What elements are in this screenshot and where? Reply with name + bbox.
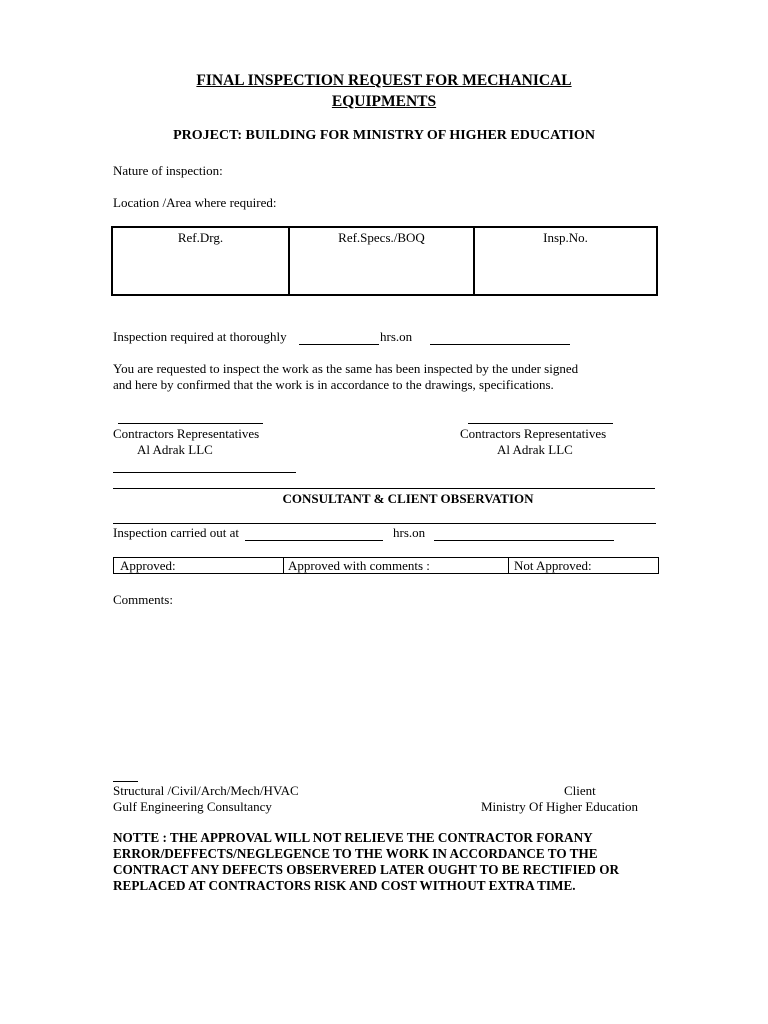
approval-divider xyxy=(283,558,284,573)
approval-note-line1: NOTTE : THE APPROVAL WILL NOT RELIEVE THE CONTRACTOR FORANY xyxy=(113,830,593,845)
right-signature-line[interactable] xyxy=(468,423,613,424)
carried-out-date-field[interactable] xyxy=(434,540,614,541)
inspection-required-label: Inspection required at thoroughly xyxy=(113,329,287,344)
inspection-date-field[interactable] xyxy=(430,344,570,345)
consultant-client-heading: CONSULTANT & CLIENT OBSERVATION xyxy=(282,491,534,506)
insp-no-header: Insp.No. xyxy=(543,230,588,245)
client-title: Client xyxy=(564,783,596,798)
left-signatory-title: Contractors Representatives xyxy=(113,426,260,441)
project-heading: PROJECT: BUILDING FOR MINISTRY OF HIGHER EDUCATION xyxy=(173,128,595,143)
form-title-line2: EQUIPMENTS xyxy=(331,93,437,110)
approval-note-line4: REPLACED AT CONTRACTORS RISK AND COST WITHOUT EXTRA TIME. xyxy=(113,878,576,893)
comments-label: Comments: xyxy=(113,592,173,607)
approval-note-line3: CONTRACT ANY DEFECTS OBSERVERED LATER OUGHT TO BE RECTIFIED OR xyxy=(113,862,620,877)
carried-out-location-field[interactable] xyxy=(245,540,383,541)
approval-divider xyxy=(508,558,509,573)
hrs-on-label: hrs.on xyxy=(380,329,413,344)
consultant-name: Gulf Engineering Consultancy xyxy=(113,799,272,814)
inspection-time-field[interactable] xyxy=(299,344,379,345)
left-signatory-company: Al Adrak LLC xyxy=(137,442,213,457)
approval-note-line2: ERROR/DEFFECTS/NEGLEGENCE TO THE WORK IN ACCORDANCE TO THE xyxy=(113,846,598,861)
form-title-line1: FINAL INSPECTION REQUEST FOR MECHANICAL xyxy=(196,72,572,89)
nature-of-inspection-label: Nature of inspection: xyxy=(113,163,223,178)
section-underline xyxy=(113,523,656,524)
left-signature-line[interactable] xyxy=(118,423,263,424)
approved-option[interactable]: Approved: xyxy=(120,558,176,573)
approval-options-row xyxy=(113,557,659,574)
section-separator xyxy=(113,488,655,489)
consultant-disciplines: Structural /Civil/Arch/Mech/HVAC xyxy=(113,783,299,798)
request-text-line1: You are requested to inspect the work as the same has been inspected by the under signed xyxy=(113,361,579,376)
not-approved-option[interactable]: Not Approved: xyxy=(514,558,592,573)
carried-out-label: Inspection carried out at xyxy=(113,525,239,540)
right-signatory-title: Contractors Representatives xyxy=(460,426,607,441)
approved-with-comments-option[interactable]: Approved with comments : xyxy=(288,558,430,573)
ref-specs-header: Ref.Specs./BOQ xyxy=(338,230,425,245)
right-signatory-company: Al Adrak LLC xyxy=(497,442,573,457)
reference-table xyxy=(111,226,658,296)
consultant-signature-line[interactable] xyxy=(113,781,138,782)
ref-drawing-header: Ref.Drg. xyxy=(177,230,224,245)
request-text-line2: and here by confirmed that the work is in accordance to the drawings, specifications. xyxy=(113,377,554,392)
date-signature-line[interactable] xyxy=(113,472,296,473)
location-label: Location /Area where required: xyxy=(113,195,277,210)
carried-hrs-on-label: hrs.on xyxy=(393,525,426,540)
client-name: Ministry Of Higher Education xyxy=(481,799,639,814)
